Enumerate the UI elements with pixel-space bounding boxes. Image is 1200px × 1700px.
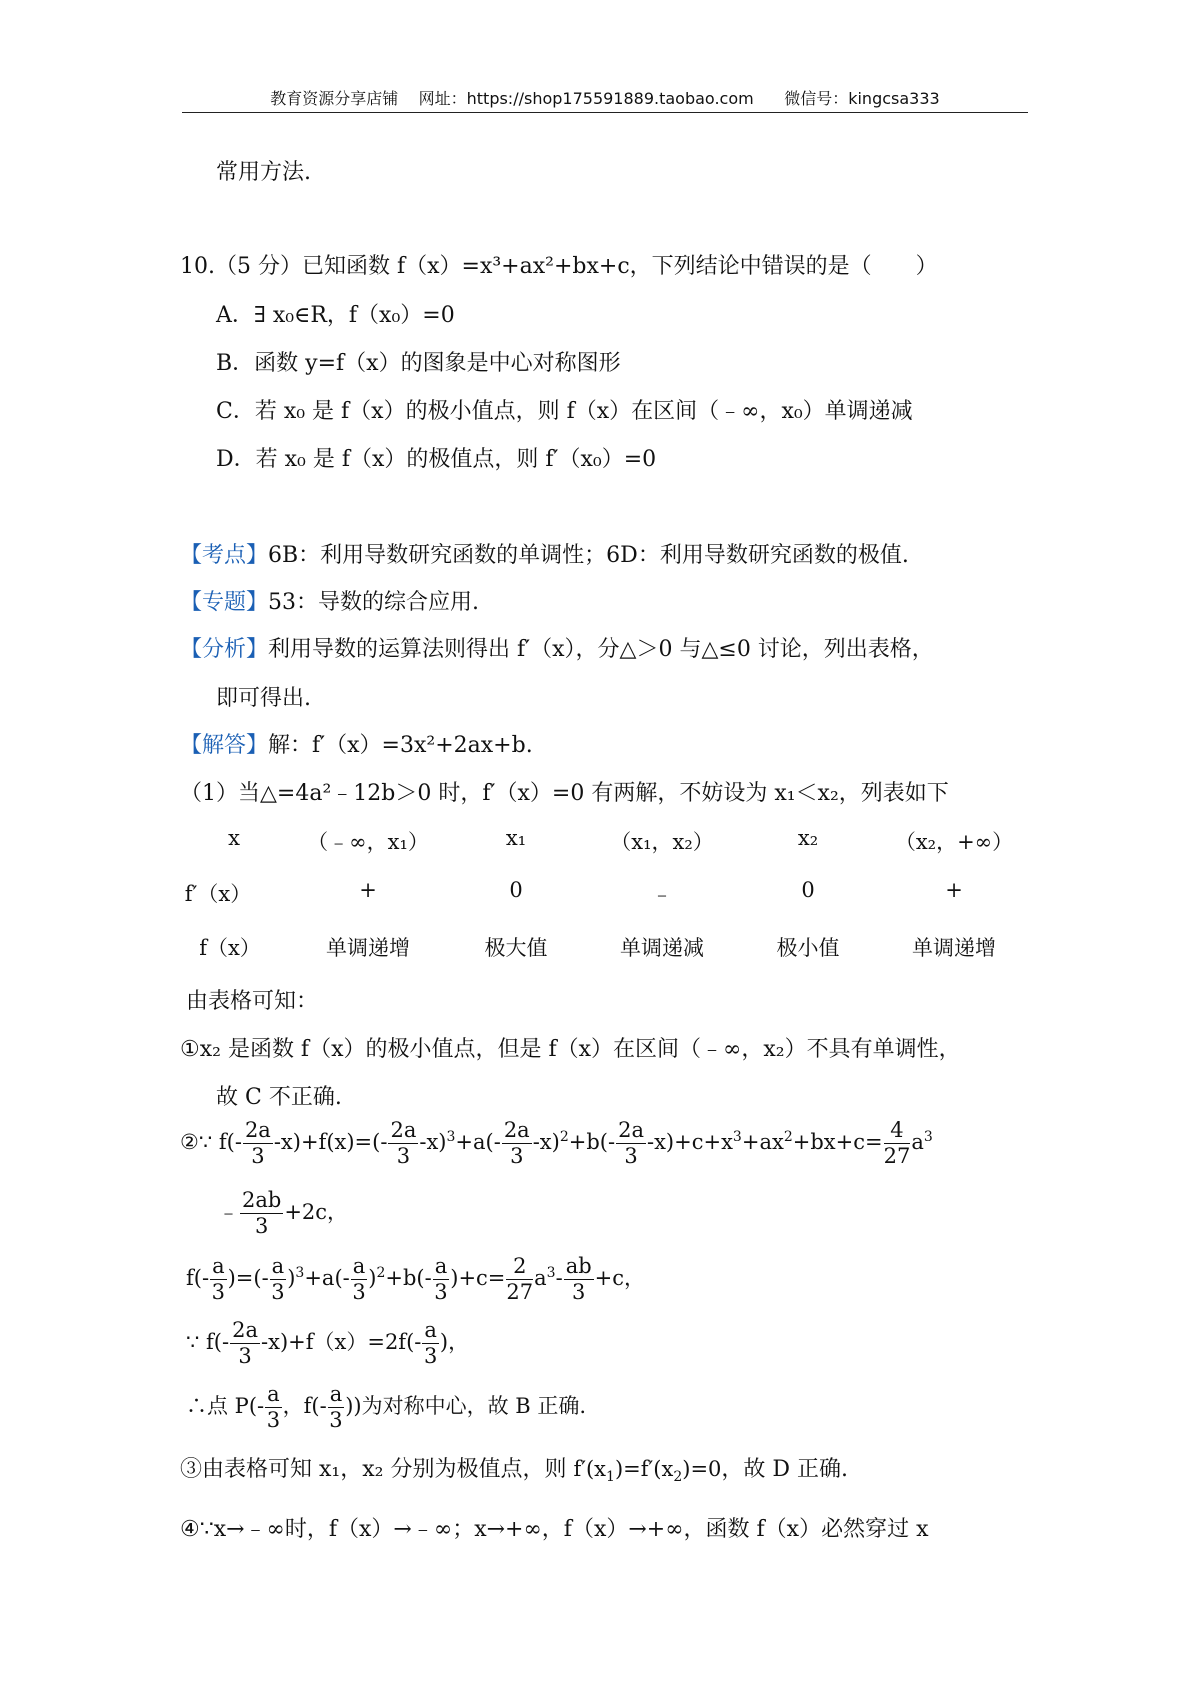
point-2-line-3: f(- $\frac{a}{3}$ )=(- $\frac{a}{3}$ )$^3$+a(- $\frac{a}{3}$ )$^2$+b(- $\frac{a}{3}$ )+c= $\frac{2}{27}$ $a^3-$ $\frac{ab}{3}$ +c， [186, 1254, 646, 1304]
header-wechat: 微信号：kingcsa333 [784, 89, 940, 108]
point-2-line-5-suffix: 为对称中心，故 B 正确. [361, 1394, 587, 1418]
table-cell: 0 [509, 878, 523, 902]
header-url: 网址：https://shop175591889.taobao.com [418, 89, 754, 108]
point-2-line-5-prefix: ∴点 P [186, 1394, 249, 1418]
jieda-tag: 【解答】 [180, 733, 269, 758]
header-divider [182, 112, 1028, 113]
fenxi-line [180, 632, 934, 663]
point-2-line-5: ∴点 P(- $\frac{a}{3}$ ，f(- $\frac{a}{3}$ ))为对称中心，故 B 正确. [186, 1382, 587, 1432]
table-cell: f′（x） [184, 882, 252, 906]
table-row [186, 826, 1026, 866]
point-1: ①x₂ 是函数 f（x）的极小值点，但是 f（x）在区间（﹣∞，x₂）不具有单调性， [180, 1037, 961, 1062]
table-cell: ﹣ [651, 882, 673, 906]
point-2-formula: ②∵ f(- $\frac{2a}{3}$ -x)+f(x)=(- $\frac{2a}{3}$ -x)$^3$+a(- $\frac{2a}{3}$ -x)$^2$+b(- $\frac{2a}{3}$ $-x)+c+x^3+ax^2+bx+c=$ $\frac{4}{27}$ $a^3$ [180, 1118, 933, 1168]
jieda-line [180, 728, 533, 759]
jieda-text: 解：f′（x）=3x²+2ax+b. [268, 733, 533, 758]
option-b: B．函数 y=f（x）的图象是中心对称图形 [216, 351, 621, 376]
table-cell: 0 [801, 878, 815, 902]
question-stem: 10.（5 分）已知函数 f（x）=x³+ax²+bx+c，下列结论中错误的是（ ） [180, 254, 938, 279]
option-a: A．∃ x₀∈R，f（x₀）=0 [216, 303, 455, 328]
point-3-line: ③由表格可知 x₁，x₂ 分别为极值点，则 $f'(x_1)=f'(x_2)=0$，故 D 正确. [180, 1457, 849, 1486]
kaodian-line [180, 538, 909, 569]
kaodian-text: 6B：利用导数研究函数的单调性；6D：利用导数研究函数的极值. [268, 543, 909, 568]
table-cell: + [945, 878, 963, 902]
option-d: D．若 x₀ 是 f（x）的极值点，则 f′（x₀）=0 [216, 447, 657, 472]
kaodian-tag: 【考点】 [180, 543, 269, 568]
table-cell: （x₁，x₂） [610, 830, 714, 854]
option-c: C．若 x₀ 是 f（x）的极小值点，则 f（x）在区间（﹣∞，x₀）单调递减 [216, 399, 913, 424]
table-cell: + [359, 878, 377, 902]
point-3-prefix: ③由表格可知 x₁，x₂ 分别为极值点，则 [180, 1457, 567, 1482]
table-cell: 极大值 [484, 936, 548, 960]
table-cell: x₂ [797, 826, 819, 850]
table-cell: （﹣∞，x₁） [307, 830, 429, 854]
table-cell: 单调递增 [912, 936, 996, 960]
point-1-cont: 故 C 不正确. [216, 1085, 342, 1110]
table-cell: 单调递减 [620, 936, 704, 960]
fenxi-line-2: 即可得出. [216, 686, 311, 711]
case1-line: （1）当△=4a²﹣12b＞0 时，f′（x）=0 有两解，不妨设为 x₁＜x₂，列表如下 [180, 781, 949, 806]
prev-answer-tail: 常用方法. [216, 160, 311, 185]
zhuanti-line [180, 585, 479, 616]
table-cell: x₁ [505, 826, 527, 850]
point-2-line-4: ∵ f(- $\frac{2a}{3}$ -x)+f（x）=2f(- $\frac{a}{3}$ )， [186, 1318, 470, 1368]
point-4-line: ④∵x→﹣∞时，f（x）→﹣∞；x→+∞，f（x）→+∞，函数 f（x）必然穿过 x [180, 1517, 929, 1542]
table-row [186, 932, 1026, 972]
point-2-formula-cont: ﹣ $\frac{2ab}{3}$ +2c， [218, 1188, 349, 1238]
header-shop: 教育资源分享店铺 [270, 89, 399, 108]
table-cell: 极小值 [776, 936, 840, 960]
table-cell: f（x） [199, 936, 261, 960]
zhuanti-text: 53：导数的综合应用. [268, 590, 480, 615]
table-cell: 单调递增 [326, 936, 410, 960]
fenxi-tag: 【分析】 [180, 637, 269, 662]
table-cell: x [228, 826, 240, 850]
fenxi-text: 利用导数的运算法则得出 f′（x），分△＞0 与△≤0 讨论，列出表格， [268, 637, 934, 662]
table-cell: （x₂，+∞） [894, 830, 1014, 854]
table-row [186, 878, 1026, 918]
zhuanti-tag: 【专题】 [180, 590, 269, 615]
page-header [182, 86, 1028, 109]
conclusion-intro: 由表格可知： [186, 989, 319, 1014]
point-2-prefix: ②∵ [180, 1130, 213, 1154]
point-3-suffix: ，故 D 正确. [721, 1457, 849, 1482]
